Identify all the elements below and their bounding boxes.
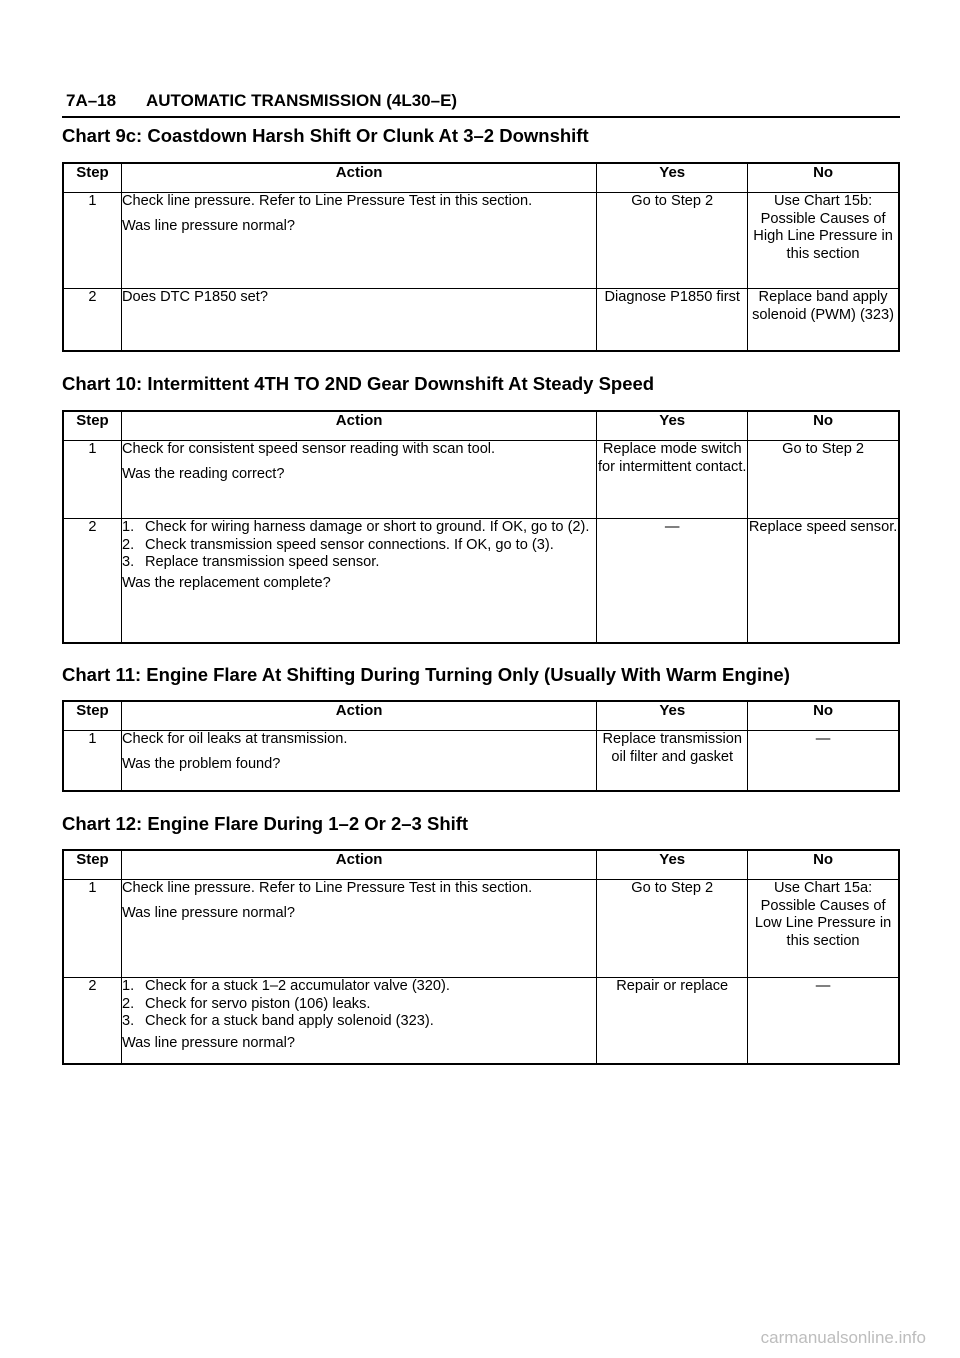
no-result: Replace band apply solenoid (PWM) (323) xyxy=(748,289,899,351)
step-number: 1 xyxy=(63,731,121,791)
action-list xyxy=(122,978,596,1031)
action-question: Was line pressure normal? xyxy=(121,1034,295,1051)
action-text: Check line pressure. Refer to Line Pressure Test in this section. xyxy=(121,880,533,896)
action-cell xyxy=(121,193,596,289)
yes-result: Go to Step 2 xyxy=(597,880,748,978)
section-title: AUTOMATIC TRANSMISSION (4L30–E) xyxy=(146,91,458,110)
chart-title-11: Chart 11: Engine Flare At Shifting During Turning Only (Usually With Warm Engine) xyxy=(62,664,790,685)
yes-result: Replace transmission oil filter and gasket xyxy=(597,731,748,791)
action-question: Was line pressure normal? xyxy=(121,217,295,234)
column-header-step: Step xyxy=(63,701,121,731)
step-number: 1 xyxy=(63,880,121,978)
no-result: Go to Step 2 xyxy=(748,441,899,519)
column-header-step: Step xyxy=(63,850,121,880)
yes-result: Replace mode switch for intermittent contact. xyxy=(597,441,748,519)
step-number: 2 xyxy=(63,978,121,1064)
chart-table-11 xyxy=(62,700,900,792)
action-cell xyxy=(121,978,596,1064)
no-result: — xyxy=(748,731,899,791)
column-header-action: Action xyxy=(121,163,596,193)
column-header-action: Action xyxy=(121,850,596,880)
chart-table-10 xyxy=(62,410,900,644)
table-row xyxy=(63,731,899,791)
no-result: Replace speed sensor. xyxy=(748,519,899,643)
no-result: Use Chart 15a: Possible Causes of Low Line Pressure in this section xyxy=(748,880,899,978)
column-header-action: Action xyxy=(121,411,596,441)
table-row xyxy=(63,193,899,289)
table-header-row xyxy=(63,701,899,731)
table-row xyxy=(63,519,899,643)
table-row xyxy=(63,289,899,351)
yes-result: Diagnose P1850 first xyxy=(597,289,748,351)
no-result: Use Chart 15b: Possible Causes of High Line Pressure in this section xyxy=(748,193,899,289)
list-item: 2. Check for servo piston (106) leaks. xyxy=(121,995,371,1012)
page-number: 7A–18 xyxy=(66,91,117,110)
chart-table-12 xyxy=(62,849,900,1065)
column-header-action: Action xyxy=(121,701,596,731)
yes-result: Go to Step 2 xyxy=(597,193,748,289)
column-header-no: No xyxy=(748,701,899,731)
action-list xyxy=(122,519,596,572)
column-header-no: No xyxy=(748,850,899,880)
column-header-yes: Yes xyxy=(597,163,748,193)
yes-result: Repair or replace xyxy=(597,978,748,1064)
page-header xyxy=(62,88,900,118)
action-cell xyxy=(121,731,596,791)
table-header-row xyxy=(63,411,899,441)
action-question: Was the reading correct? xyxy=(121,465,285,482)
table-row xyxy=(63,880,899,978)
action-question: Was the replacement complete? xyxy=(121,574,331,591)
step-number: 2 xyxy=(63,519,121,643)
table-header-row xyxy=(63,850,899,880)
column-header-no: No xyxy=(748,411,899,441)
chart-title-10: Chart 10: Intermittent 4TH TO 2ND Gear Downshift At Steady Speed xyxy=(62,373,655,394)
action-cell xyxy=(121,519,596,643)
table-row xyxy=(63,441,899,519)
action-text: Check for oil leaks at transmission. xyxy=(121,731,348,747)
watermark: carmanualsonline.info xyxy=(760,1328,926,1347)
chart-table-9c xyxy=(62,162,900,352)
action-question: Was the problem found? xyxy=(121,755,281,772)
column-header-yes: Yes xyxy=(597,850,748,880)
list-item: 1. Check for a stuck 1–2 accumulator valve (320). xyxy=(121,978,450,994)
step-number: 2 xyxy=(63,289,121,351)
chart-title-9c: Chart 9c: Coastdown Harsh Shift Or Clunk At 3–2 Downshift xyxy=(62,125,589,146)
list-item: 2. Check transmission speed sensor connections. If OK, go to (3). xyxy=(121,536,554,553)
column-header-step: Step xyxy=(63,163,121,193)
column-header-no: No xyxy=(748,163,899,193)
column-header-step: Step xyxy=(63,411,121,441)
action-cell xyxy=(121,880,596,978)
step-number: 1 xyxy=(63,193,121,289)
yes-result: — xyxy=(597,519,748,643)
column-header-yes: Yes xyxy=(597,411,748,441)
list-item: 3. Replace transmission speed sensor. xyxy=(121,554,380,570)
action-text: Does DTC P1850 set? xyxy=(121,289,268,305)
table-header-row xyxy=(63,163,899,193)
action-text: Check for consistent speed sensor reading with scan tool. xyxy=(121,441,496,457)
action-text: Check line pressure. Refer to Line Pressure Test in this section. xyxy=(121,193,533,209)
column-header-yes: Yes xyxy=(597,701,748,731)
action-cell xyxy=(121,441,596,519)
action-cell xyxy=(121,289,596,351)
no-result: — xyxy=(748,978,899,1064)
table-row xyxy=(63,978,899,1064)
action-question: Was line pressure normal? xyxy=(121,904,295,921)
list-item: 3. Check for a stuck band apply solenoid (323). xyxy=(121,1013,434,1029)
list-item: 1. Check for wiring harness damage or short to ground. If OK, go to (2). xyxy=(121,519,590,535)
chart-title-12: Chart 12: Engine Flare During 1–2 Or 2–3 Shift xyxy=(62,813,469,834)
step-number: 1 xyxy=(63,441,121,519)
